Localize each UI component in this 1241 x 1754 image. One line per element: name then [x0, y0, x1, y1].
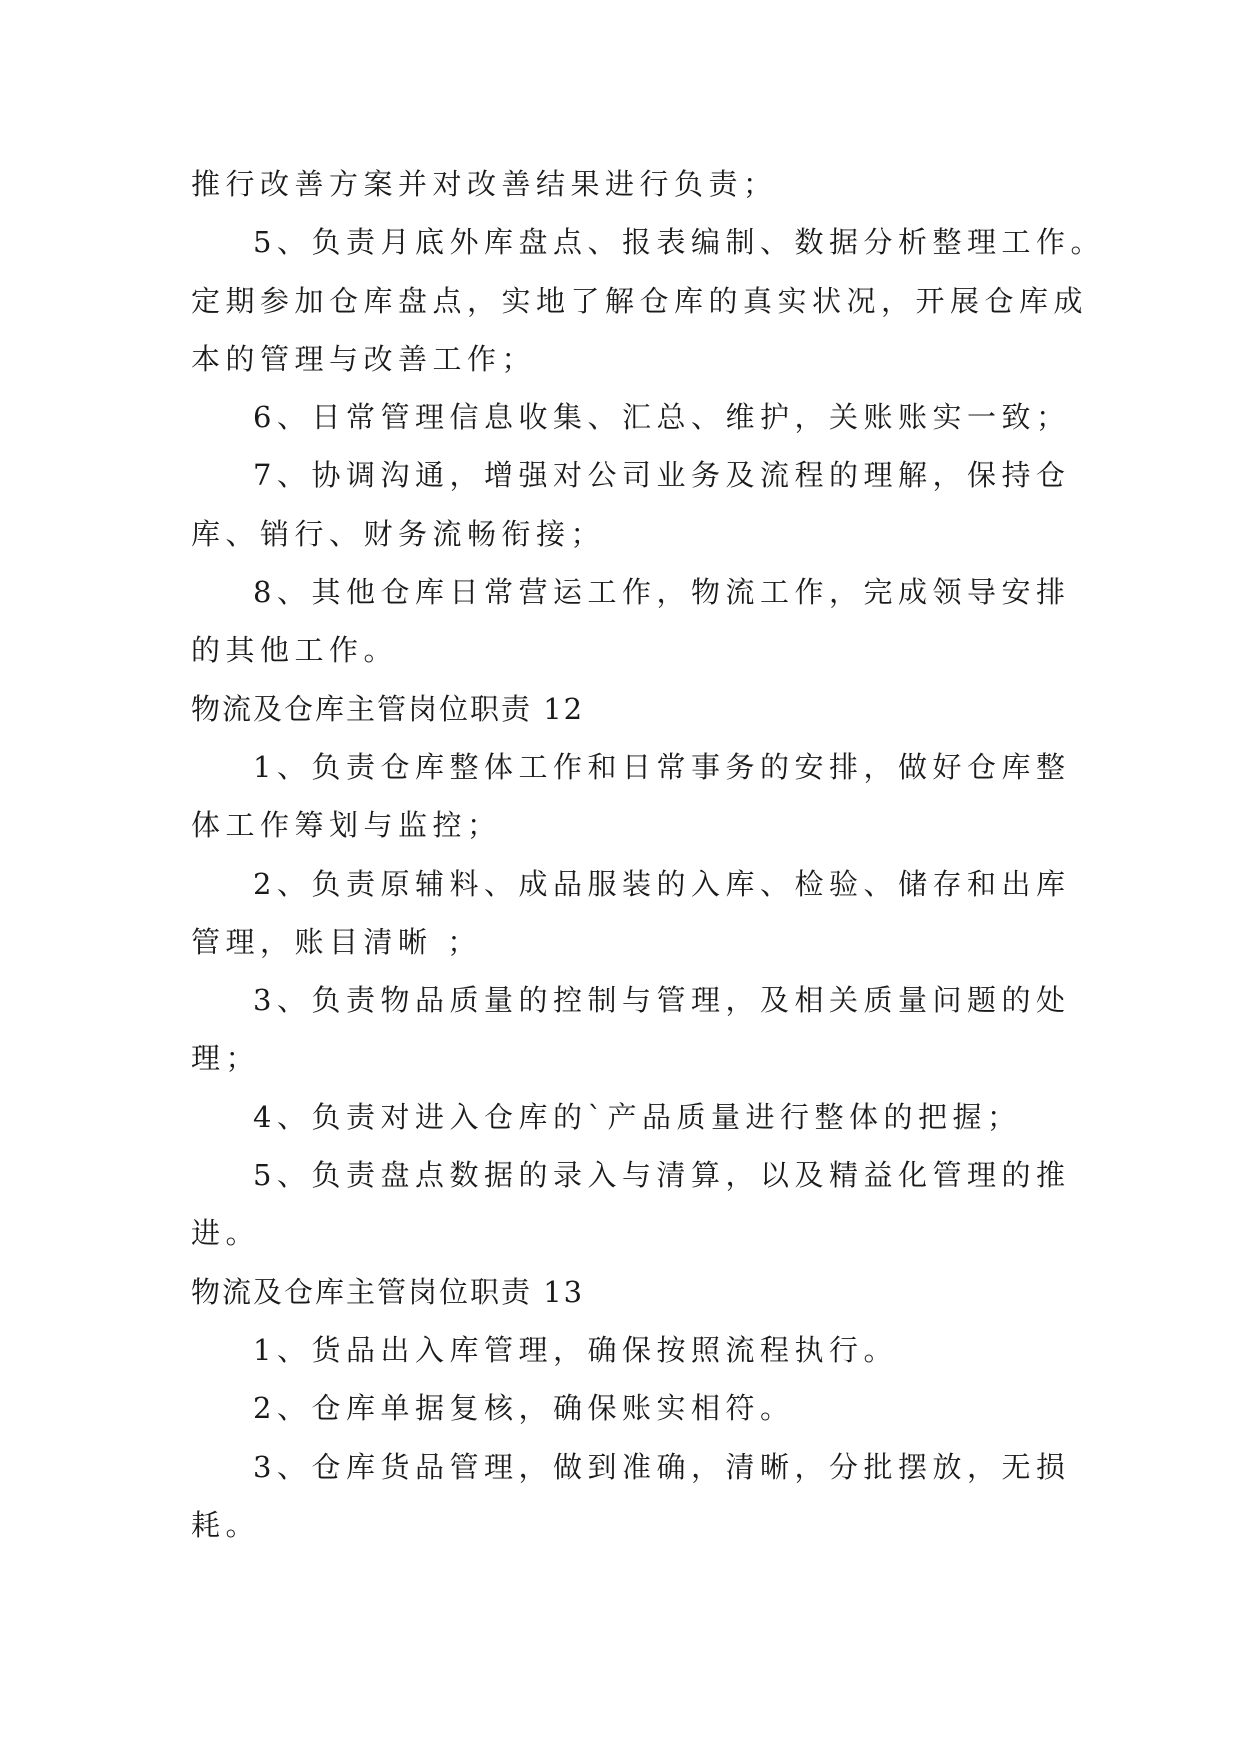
- text-line: 2、负责原辅料、成品服装的入库、检验、储存和出库: [253, 866, 1071, 901]
- text-line: 管理，账目清晰 ；: [191, 924, 482, 959]
- text-line: 的其他工作。: [191, 633, 399, 668]
- text-line: 库、销行、财务流畅衔接；: [191, 516, 606, 551]
- text-line: 2、仓库单据复核，确保账实相符。: [253, 1391, 795, 1426]
- text-line: 进。: [191, 1216, 261, 1251]
- text-line: 5、负责盘点数据的录入与清算，以及精益化管理的推: [253, 1158, 1071, 1193]
- section-heading: 物流及仓库主管岗位职责 13: [191, 1274, 585, 1309]
- section-heading: 物流及仓库主管岗位职责 12: [191, 691, 585, 726]
- text-line: 耗。: [191, 1507, 261, 1542]
- text-line: 理；: [191, 1041, 261, 1076]
- text-line: 6、日常管理信息收集、汇总、维护，关账账实一致；: [253, 400, 1071, 435]
- text-line: 体工作筹划与监控；: [191, 808, 502, 843]
- text-line: 1、负责仓库整体工作和日常事务的安排，做好仓库整: [253, 749, 1071, 784]
- text-line: 8、其他仓库日常营运工作，物流工作，完成领导安排: [253, 575, 1071, 610]
- text-line: 4、负责对进入仓库的`产品质量进行整体的把握；: [253, 1099, 1022, 1134]
- text-line: 5、负责月底外库盘点、报表编制、数据分析整理工作。: [253, 225, 1105, 260]
- text-line: 3、负责物品质量的控制与管理，及相关质量问题的处: [253, 983, 1071, 1018]
- text-line: 本的管理与改善工作；: [191, 341, 537, 376]
- text-line: 1、货品出入库管理，确保按照流程执行。: [253, 1332, 898, 1367]
- text-line: 推行改善方案并对改善结果进行负责；: [191, 167, 778, 201]
- document-body: [191, 155, 1105, 1554]
- text-line: 定期参加仓库盘点，实地了解仓库的真实状况，开展仓库成: [191, 283, 1089, 318]
- text-line: 3、仓库货品管理，做到准确，清晰，分批摆放，无损: [253, 1449, 1071, 1484]
- text-line: 7、协调沟通，增强对公司业务及流程的理解，保持仓: [253, 458, 1071, 493]
